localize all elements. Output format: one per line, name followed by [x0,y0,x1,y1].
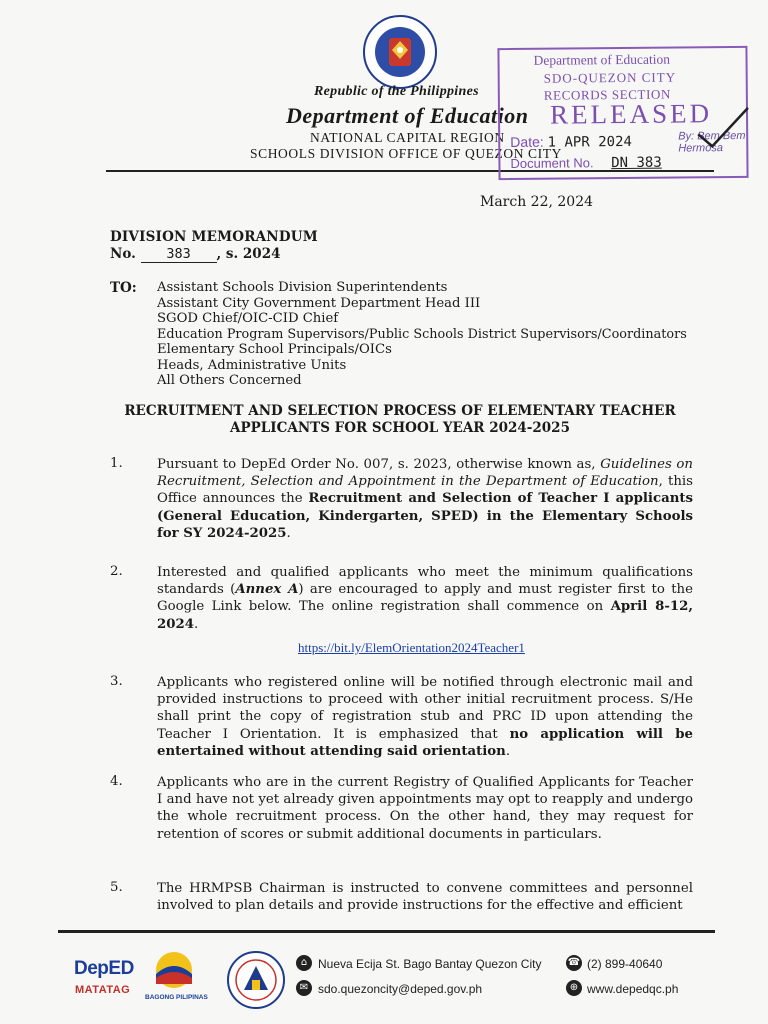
paragraph-number: 3. [110,674,123,689]
matatag-logo: MATATAG [75,984,131,996]
stamp-line-3: RECORDS SECTION [543,86,672,103]
footer-divider [58,930,715,933]
memo-date: March 22, 2024 [480,194,594,210]
memo-no-value: 383 [141,246,217,263]
deped-logo: DepED [74,958,134,979]
recipient-item: Heads, Administrative Units [157,357,347,373]
recipient-item: Assistant City Government Department Head III [157,295,481,311]
paragraph-number: 1. [110,456,123,471]
records-released-stamp [497,46,748,180]
recipient-item: Education Program Supervisors/Public Schools District Supervisors/Coordinators [157,326,687,342]
recipient-item: Elementary School Principals/OICs [157,342,392,357]
memo-title-line-1: RECRUITMENT AND SELECTION PROCESS OF ELEMENTARY TEACHER [124,403,676,419]
memo-heading: DIVISION MEMORANDUM [110,229,318,245]
footer-address: Nueva Ecija St. Bago Bantay Quezon City [318,957,542,971]
p1-bold: Recruitment and Selection of Teacher I applicants (General Education, Kindergarten, SPED) in the Elementary Schools for SY 2024-2025 [157,491,693,541]
region-label: NATIONAL CAPITAL REGION [310,130,505,145]
memo-no-suffix: , s. 2024 [216,246,281,262]
p3-end: . [505,743,511,759]
recipient-item: All Others Concerned [157,373,302,388]
recipient-item: SGOD Chief/OIC-CID Chief [157,311,339,326]
p2-text-2: ) are encouraged to apply and must register first to the Google Link below. The online registration shall commence on [157,582,693,615]
p2-text: Interested and qualified applicants who meet the minimum qualifications standards ( [157,565,693,598]
checkmark-icon [692,104,752,155]
memo-title-line-2: APPLICANTS FOR SCHOOL YEAR 2024-2025 [230,420,570,436]
phone-icon: ☎ [566,955,582,971]
p1-text-2: , this Office announces the [157,474,694,507]
stamp-date [510,133,632,151]
p1-text: Pursuant to DepEd Order No. 007, s. 2023, otherwise known as, [157,457,601,472]
paragraph-4: Applicants who are in the current Registry of Qualified Applicants for Teacher I and have not yet already given appointments may opt to reapply and undergo the whole recruitment process. On the other hand, they may request for retention of scores or submit additional documents in particulars. [157,775,693,842]
recipient-item: Assistant Schools Division Superintendents [157,280,448,295]
location-icon: ⌂ [296,955,312,971]
stamp-by-value: Bem Bem Hermosa [678,129,746,155]
memo-title [104,403,696,437]
footer-website[interactable]: www.depedqc.ph [587,982,679,996]
p1-end: . [286,525,291,541]
stamp-by-label: By: [678,130,695,143]
department-title: Department of Education [286,103,529,128]
stamp-doc-value: DN 383 [611,154,662,172]
bagong-pilipinas-label: BAGONG PILIPINAS [145,994,208,1001]
paragraph-number: 5. [110,880,123,895]
paragraph-number: 2. [110,564,123,579]
stamp-document-no [510,155,661,172]
p2-bold-date: April 8-12, 2024 [157,599,694,632]
memo-number [110,246,281,263]
p3-bold: no application will be entertained without attending said orientation [157,726,694,759]
paragraph-5: The HRMPSB Chairman is instructed to convene committees and personnel involved to plan details and provide instructions for the effective and efficient [157,881,693,914]
stamp-line-2: SDO-QUEZON CITY [543,69,677,86]
footer-email[interactable]: sdo.quezoncity@deped.gov.ph [318,982,483,996]
republic-label: Republic of the Philippines [314,84,479,99]
footer-phone: (2) 899-40640 [587,957,663,971]
division-label: SCHOOLS DIVISION OFFICE OF QUEZON CITY [250,146,562,161]
paragraph-number: 4. [110,774,123,789]
website-icon: ⊕ [566,980,582,996]
stamp-date-label: Date: [510,133,544,150]
bagong-pilipinas-logo-icon [150,950,198,990]
paragraph-2 [157,564,693,633]
sdo-seal-icon [226,950,286,1010]
recipient-list [157,280,687,389]
deped-seal-icon [362,14,438,90]
paragraph-3 [157,674,693,760]
email-icon: ✉ [296,980,312,996]
paragraph-1 [157,456,693,542]
to-label: TO: [110,280,137,296]
stamp-date-value: 1 APR 2024 [547,133,632,151]
p2-end: . [194,616,199,632]
p1-italic: Guidelines on Recruitment, Selection and Appointment in the Department of Education [157,457,693,490]
p2-annex: Annex A [235,582,299,598]
stamp-status: RELEASED [549,98,713,130]
stamp-doc-label: Document No. [510,155,594,171]
p3-text: Applicants who registered online will be notified through electronic mail and provided instructions to proceed with other initial recruitment process. S/He shall print the copy of registration stub and PRC ID upon attending the Teacher I Orientation. It is emphasized that [157,675,693,742]
memo-no-prefix: No. [110,246,136,262]
registration-link[interactable]: https://bit.ly/ElemOrientation2024Teacher1 [298,640,525,655]
stamp-line-1: Department of Education [533,51,671,68]
